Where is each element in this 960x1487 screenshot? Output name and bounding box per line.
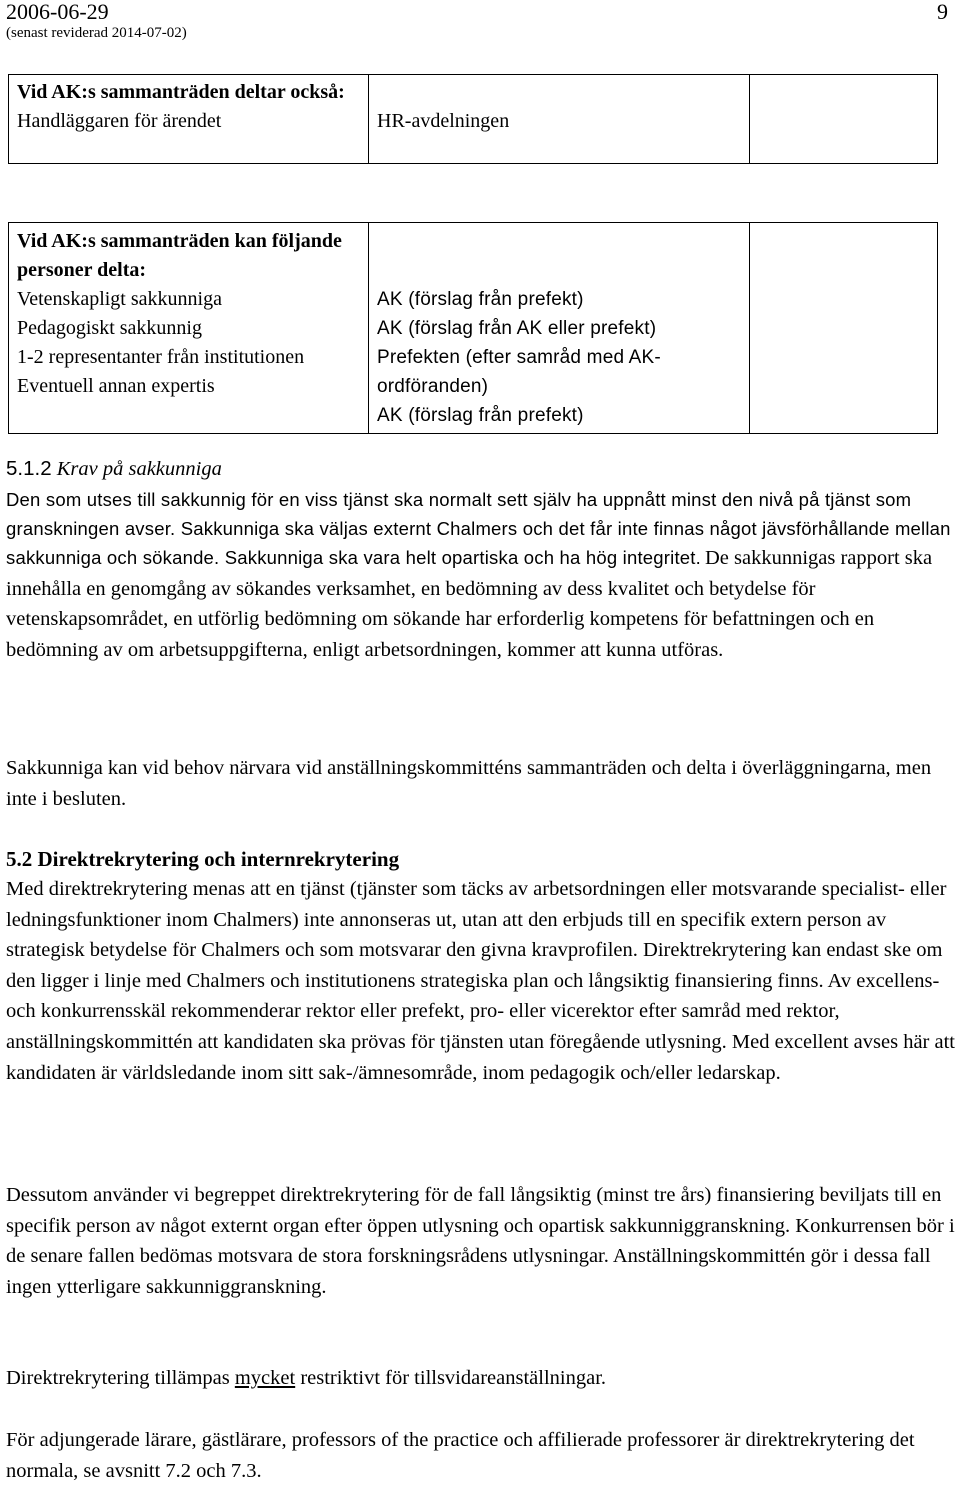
- header-revised-date: (senast reviderad 2014-07-02): [6, 25, 187, 41]
- table1-heading: Vid AK:s sammanträden deltar också:: [17, 81, 345, 103]
- table2-row-right: AK (förslag från AK eller prefekt): [377, 318, 657, 339]
- meeting-participants-table: [8, 74, 938, 164]
- restrictive-pre: Direktrekrytering tillämpas: [6, 1367, 235, 1389]
- table2-row-right: AK (förslag från prefekt): [377, 405, 584, 426]
- section-5-1-2-body: [6, 485, 956, 665]
- table2-heading: Vid AK:s sammanträden kan följande personer delta:: [17, 230, 342, 281]
- header-date: 2006-06-29: [6, 0, 109, 24]
- optional-participants-table: [8, 222, 938, 434]
- table1-left-value: Handläggaren för ärendet: [17, 110, 222, 132]
- table2-row-left: Pedagogiskt sakkunnig: [17, 317, 202, 339]
- direct-recruitment-paragraph: Med direktrekrytering menas att en tjänst (tjänster som täcks av arbetsordningen eller motsvarande specialist- eller ledningsfunktioner inom Chalmers) inte annonseras ut, utan att den erbjuds till en specifik extern person av strategisk betydelse för Chalmers och som motsvarar den givna kravprofilen. Direktrekrytering kan endast ske om den ligger i linje med Chalmers och institutionens strategiska plan och långsiktig finansiering finns. Av excellens- och konkurrensskäl rekommenderar rektor eller prefekt, pro- eller vicerektor efter samråd med rektor, anställningskommittén att kandidaten ska prövas för tjänsten utan föregående utlysning. Med excellent avses här att kandidaten är världsledande inom sitt sak-/ämnesområde, inom pedagogik och/eller ledarskap.: [6, 878, 955, 1084]
- table2-row-right: AK (förslag från prefekt): [377, 289, 584, 310]
- adjunct-paragraph: För adjungerade lärare, gästlärare, professors of the practice och affilierade professorer är direktrekrytering det normala, se avsnitt 7.2 och 7.3.: [6, 1429, 915, 1482]
- table1-right-cell: [369, 75, 750, 164]
- table2-row-left: Vetenskapligt sakkunniga: [17, 288, 222, 310]
- section-number: 5.1.2: [6, 457, 52, 480]
- restrictive-post: restriktivt för tillsvidareanställningar.: [295, 1367, 607, 1389]
- table2-row-left: Eventuell annan expertis: [17, 375, 215, 397]
- report-paragraph: De sakkunnigas rapport ska innehålla en genomgång av sökandes verksamhet, en bedömning av dess kvalitet och betydelse för vetenskapsområdet, en utförlig bedömning om sökande har erforderlig kompetens för befattningen och en bedömning av om arbetsuppgifterna, enligt arbetsordningen, kommer att kunna utföras.: [6, 547, 933, 661]
- table1-empty-cell: [750, 75, 938, 164]
- page-number: 9: [937, 0, 948, 24]
- attendance-paragraph: Sakkunniga kan vid behov närvara vid anställningskommitténs sammanträden och delta i överläggningarna, men inte i besluten.: [6, 757, 932, 810]
- section-title: Krav på sakkunniga: [56, 458, 222, 480]
- table2-right-cell: [369, 223, 750, 434]
- section-5-2-heading: 5.2 Direktrekrytering och internrekrytering: [6, 847, 400, 871]
- table2-row-right: Prefekten (efter samråd med AK-ordföranden): [377, 347, 661, 397]
- table1-left-cell: [9, 75, 369, 164]
- funding-paragraph: Dessutom använder vi begreppet direktrekrytering för de fall långsiktig (minst tre års) finansiering beviljats till en specifik person av något externt organ efter öppen utlysning och opartisk sakkunniggranskning. Konkurrensen bör i de senare fallen bedömas motsvara de stora forskningsrådens utlysningar. Anställningskommittén gör i dessa fall ingen ytterligare sakkunniggranskning.: [6, 1184, 955, 1298]
- restrictive-paragraph: [6, 1363, 956, 1394]
- requirements-paragraph: Den som utses till sakkunnig för en viss tjänst ska normalt sett själv ha uppnått minst den nivå på tjänst som granskningen avser. Sakkunniga ska väljas externt Chalmers och det får inte finnas något jävsförhållande mellan sakkunniga och sökande. Sakkunniga ska vara helt opartiska och ha hög integritet.: [6, 489, 951, 568]
- table2-empty-cell: [750, 223, 938, 434]
- section-5-1-2-heading: [6, 454, 956, 484]
- table2-left-cell: [9, 223, 369, 434]
- table1-right-value: HR-avdelningen: [377, 110, 510, 132]
- emphasis-underlined: mycket: [234, 1367, 296, 1389]
- table2-row-left: 1-2 representanter från institutionen: [17, 346, 305, 368]
